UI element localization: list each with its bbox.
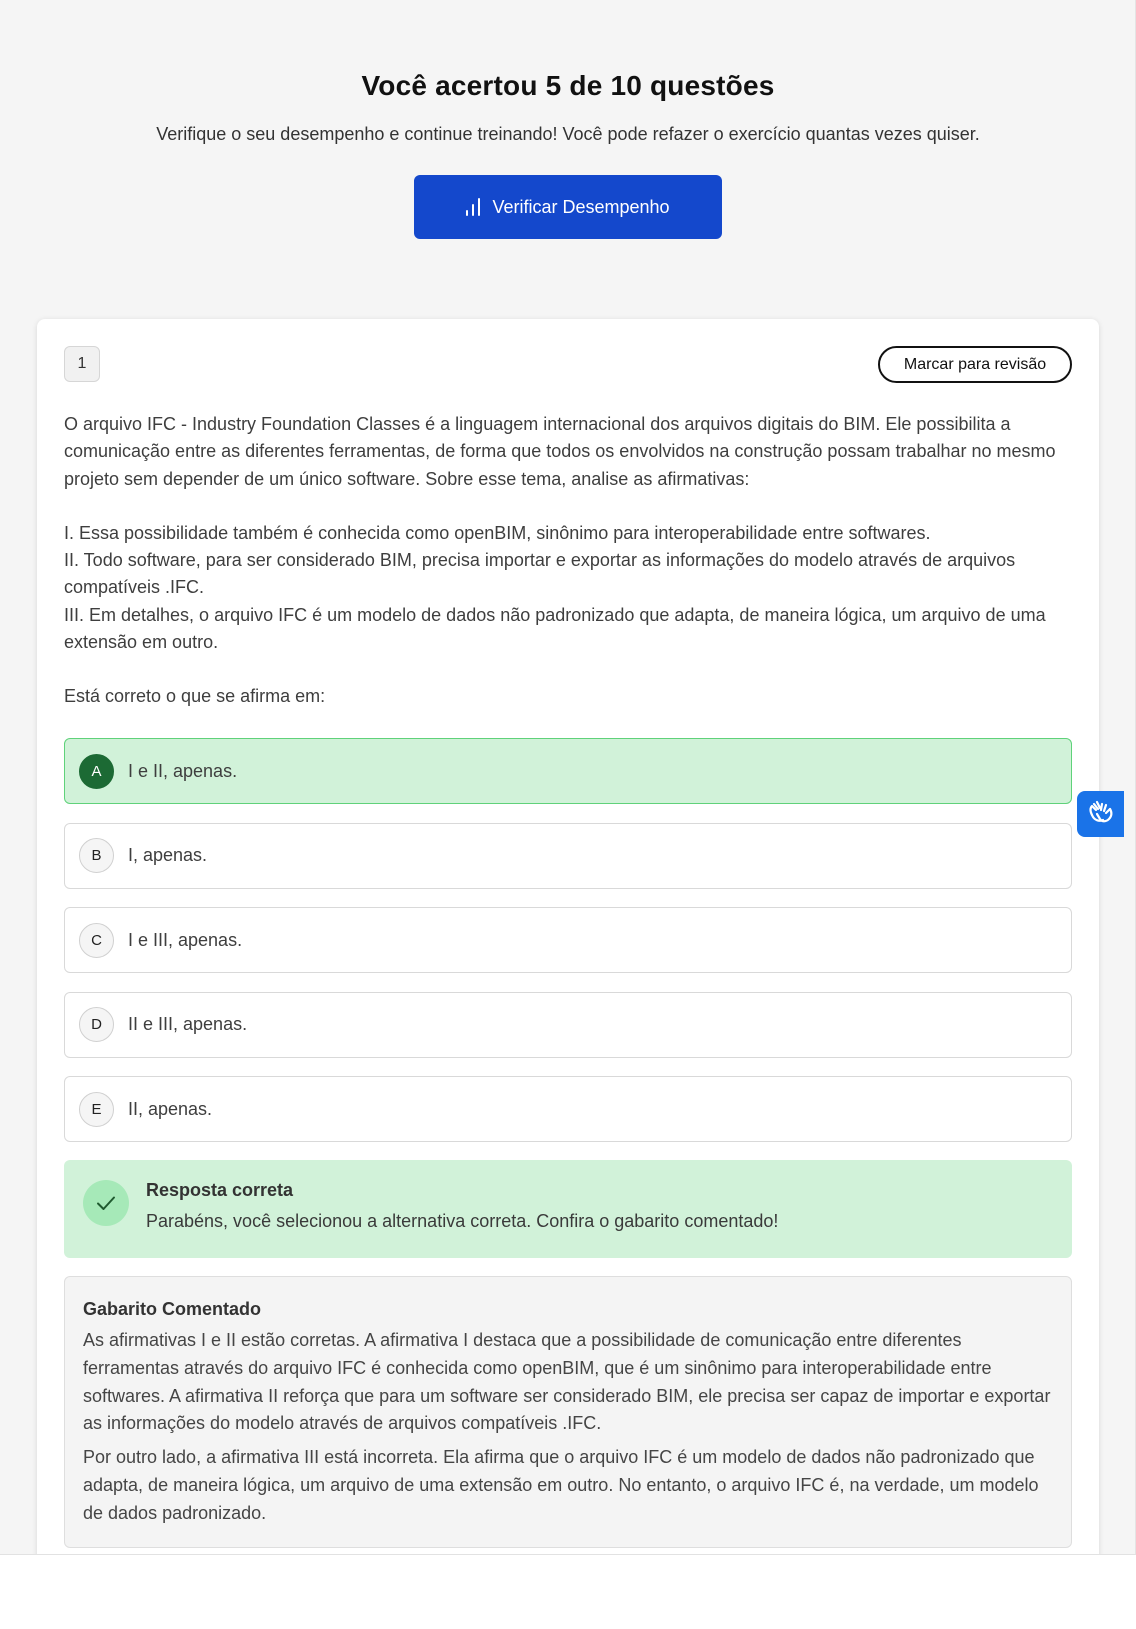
option-text: I e III, apenas. <box>128 929 243 950</box>
question-number: 1 <box>64 346 100 382</box>
option-a[interactable] <box>64 738 1072 804</box>
question-card <box>37 319 1099 1554</box>
answer-options <box>64 738 1072 1161</box>
commentary-title: Gabarito Comentado <box>83 1299 262 1319</box>
commentary-paragraph: Por outro lado, a afirmativa III está incorreta. Ela afirma que o arquivo IFC é um modelo de dados não padronizado que adapta, de maneira lógica, um arquivo de uma extensão em outro. No entanto, o arquivo IFC é, na verdade, um modelo de dados padronizado. <box>83 1447 1039 1523</box>
option-text: I, apenas. <box>128 845 208 866</box>
option-e[interactable] <box>64 1076 1072 1142</box>
result-header <box>0 0 1136 239</box>
feedback-title: Resposta correta <box>146 1180 294 1200</box>
feedback-text: Parabéns, você selecionou a alternativa correta. Confira o gabarito comentado! <box>146 1211 779 1231</box>
result-subtitle: Verifique o seu desempenho e continue treinando! Você pode refazer o exercício quantas vezes quiser. <box>156 124 980 144</box>
statement-line: I. Essa possibilidade também é conhecida como openBIM, sinônimo para interoperabilidade entre softwares. <box>64 522 931 543</box>
bar-chart-icon <box>466 198 480 216</box>
option-d[interactable] <box>64 992 1072 1058</box>
bottom-bar <box>0 1554 1136 1629</box>
statement-line: Está correto o que se afirma em: <box>64 686 326 707</box>
option-letter: C <box>79 923 114 958</box>
option-letter: A <box>79 754 114 789</box>
commented-answer <box>64 1276 1072 1548</box>
mark-for-review-button[interactable]: Marcar para revisão <box>878 346 1072 383</box>
option-text: I e II, apenas. <box>128 760 238 781</box>
statement-line <box>64 493 1072 520</box>
option-letter: E <box>79 1092 114 1127</box>
sign-language-hands-icon <box>1086 798 1116 831</box>
statement-line: III. Em detalhes, o arquivo IFC é um modelo de dados não padronizado que adapta, de maneira lógica, um arquivo de uma extensão em outro. <box>64 604 1046 653</box>
statement-line: O arquivo IFC - Industry Foundation Classes é a linguagem internacional dos arquivos digitais do BIM. Ele possibilita a comunicação entre as diferentes ferramentas, de forma que todos os envolvidos na construção possam trabalhar no mesmo projeto sem depender de um único software. Sobre esse tema, analise as afirmativas: <box>64 414 1056 489</box>
commentary-paragraph: As afirmativas I e II estão corretas. A afirmativa I destaca que a possibilidade de comunicação entre diferentes ferramentas através do arquivo IFC é conhecida como openBIM, que é um sinônimo para interoperabilidade entre softwares. A afirmativa II reforça que para um software ser considerado BIM, ele precisa ser capaz de importar e exportar as informações do modelo através de arquivos compatíveis .IFC. <box>83 1330 1051 1434</box>
answer-feedback <box>64 1160 1072 1258</box>
option-text: II, apenas. <box>128 1098 213 1119</box>
option-letter: B <box>79 838 114 873</box>
option-text: II e III, apenas. <box>128 1014 248 1035</box>
statement-line: II. Todo software, para ser considerado BIM, precisa importar e exportar as informações do modelo através de arquivos compatíveis .IFC. <box>64 550 1016 598</box>
option-letter: D <box>79 1007 114 1042</box>
verify-performance-button[interactable] <box>414 175 722 239</box>
accessibility-widget-button[interactable] <box>1077 791 1124 837</box>
verify-performance-label: Verificar Desempenho <box>492 196 670 217</box>
statement-line <box>64 656 1072 683</box>
option-b[interactable] <box>64 823 1072 889</box>
result-title: Você acertou 5 de 10 questões <box>361 70 775 101</box>
option-c[interactable] <box>64 907 1072 973</box>
question-statement <box>64 411 1072 711</box>
check-icon <box>83 1180 129 1226</box>
